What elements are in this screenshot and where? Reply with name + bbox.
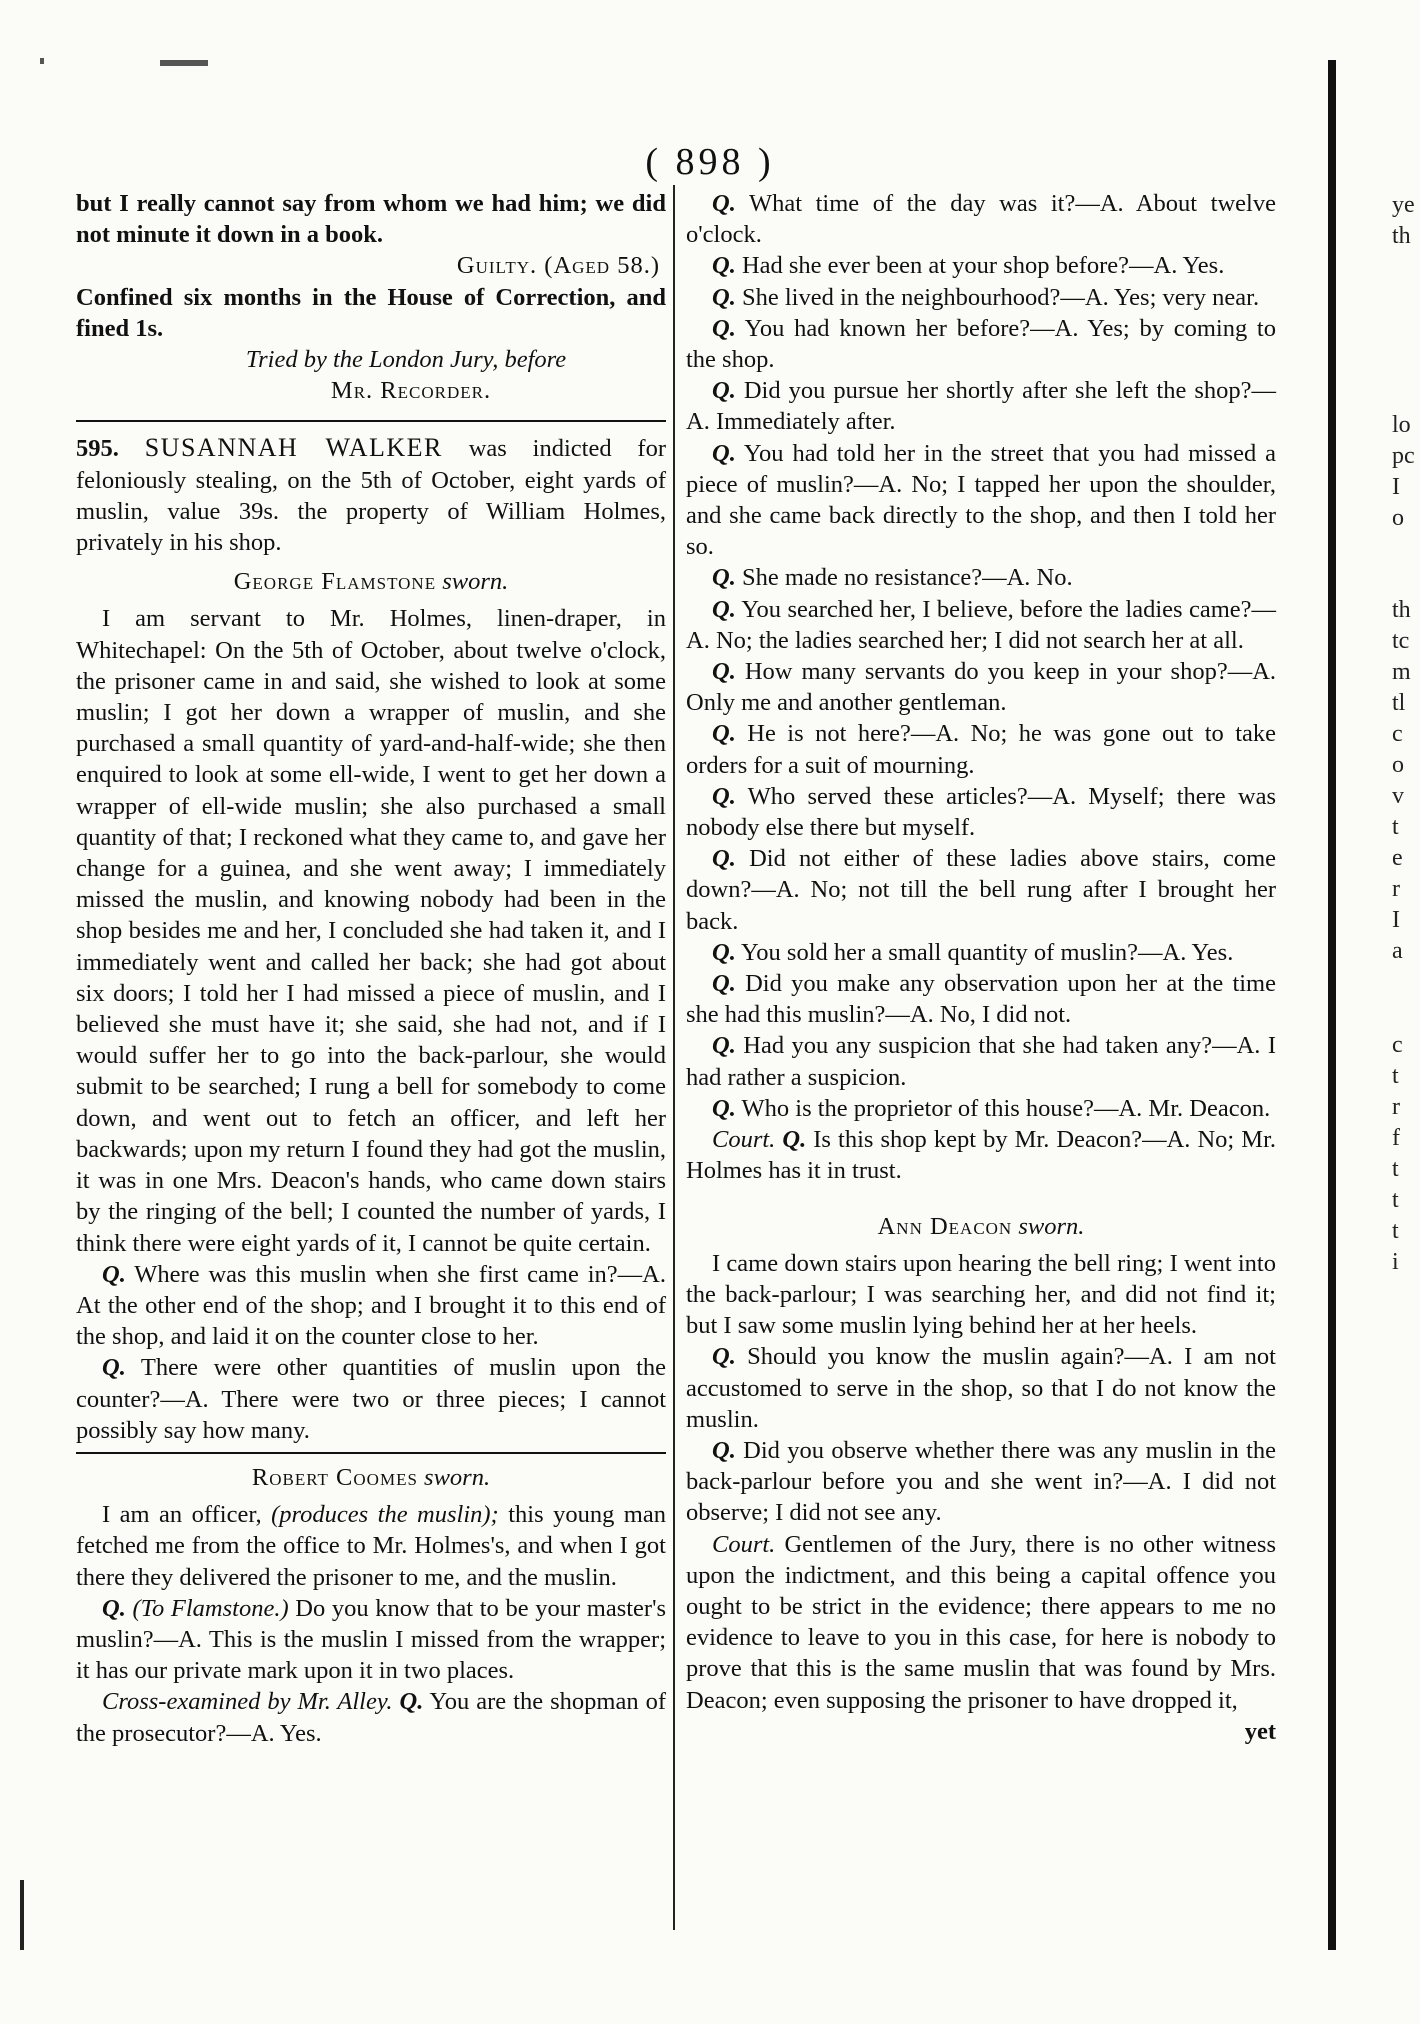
margin-fragment: f bbox=[1392, 1125, 1400, 1151]
margin-fragment: t bbox=[1392, 1187, 1399, 1213]
margin-fragment: I bbox=[1392, 907, 1400, 933]
verdict: Guilty. (Aged 58.) bbox=[456, 252, 660, 280]
case-number: 595. bbox=[76, 435, 119, 463]
margin-fragment: th bbox=[1392, 223, 1411, 249]
margin-fragment: ye bbox=[1392, 192, 1415, 218]
spacer bbox=[686, 1187, 1276, 1203]
qa-entry: Q. Did you pursue her shortly after she left the shop?—A. Immediately after. bbox=[686, 377, 1276, 436]
witness-testimony: I am servant to Mr. Holmes, linen-draper, in Whitechapel: On the 5th of October, about twelve o'clock, the prisoner came in and said, she wished to look at some muslin; I got her down a wrapper of muslin, and she purchased a small quantity of yard-and-half-wide; she then enquired to look at some ell-wide, I went to get her down a wrapper of ell-wide muslin; she also purchased a small quantity of that; I reckoned what they came to, and gave her change for a guinea, and she went away; I immediately missed the muslin, and knowing nobody had been in the shop besides me and her, I concluded she had taken it, and I immediately went and called her back; she had got about six doors; I told her I had missed a piece of muslin, and I believed she must have it; she said, she had not, and if I would suffer her to go into the back-parlour, she would submit to be searched; I rung a bell for somebody to come down, and went out to fetch an officer, and left her backwards; upon my return I found they had got the muslin, it was in one Mrs. Deacon's hands, who came down stairs by the ringing of the bell; I counted the number of yards, I think there were eight yards of it, I cannot be quite certain. bbox=[76, 605, 666, 1257]
column-divider bbox=[673, 185, 675, 1930]
q-mark: Q. bbox=[399, 1688, 424, 1716]
margin-fragment: v bbox=[1392, 783, 1404, 809]
margin-fragment: c bbox=[1392, 1032, 1403, 1058]
qa-entry: Q. Did you observe whether there was any muslin in the back-parlour before you and she went in?—A. I did not observe; I did not see any. bbox=[686, 1436, 1276, 1527]
qa-entry: Q. What time of the day was it?—A. About twelve o'clock. bbox=[686, 190, 1276, 249]
margin-fragment: th bbox=[1392, 597, 1411, 623]
margin-fragment: c bbox=[1392, 721, 1403, 747]
qa-entry: Q. Who is the proprietor of this house?—A. Mr. Deacon. bbox=[712, 1094, 1271, 1122]
sworn-label: sworn. bbox=[424, 1463, 491, 1491]
continuation-text: but I really cannot say from whom we had him; we did not minute it down in a book. bbox=[76, 190, 666, 249]
qa-entry: Q. You had told her in the street that you had missed a piece of muslin?—A. No; I tapped her upon the shoulder, and she came back directly to the shop, and then I told her so. bbox=[686, 439, 1276, 561]
cross-examination: Cross-examined by Mr. Alley. Q. You are the shopman of the prosecutor?—A. Yes. bbox=[76, 1688, 667, 1747]
q-mark: Q. bbox=[102, 1260, 126, 1288]
margin-fragment: t bbox=[1392, 814, 1399, 840]
witness-testimony: I am an officer, (produces the muslin); this young man fetched me from the office to Mr. Holmes's, and when I got there they delivered the prisoner to me, and the muslin. bbox=[76, 1501, 666, 1591]
qa-entry: Q. Had she ever been at your shop before?—A. Yes. bbox=[712, 252, 1225, 280]
tried-by: Tried by the London Jury, before bbox=[245, 346, 567, 374]
case-entry bbox=[76, 432, 666, 558]
margin-fragment: i bbox=[1392, 1249, 1399, 1275]
margin-fragment: tc bbox=[1392, 628, 1410, 654]
qa-entry: Q. You sold her a small quantity of muslin?—A. Yes. bbox=[712, 938, 1234, 966]
qa-entry: Q. Had you any suspicion that she had taken any?—A. I had rather a suspicion. bbox=[686, 1032, 1276, 1091]
qa-entry: Q. Did you make any observation upon her at the time she had this muslin?—A. No, I did not. bbox=[686, 970, 1276, 1029]
case-separator bbox=[76, 420, 666, 422]
indictment-text: was indicted for feloniously stealing, on the 5th of October, eight yards of muslin, value 39s. the property of William Holmes, privately in his shop. bbox=[76, 435, 666, 557]
q-mark: Q. bbox=[102, 1594, 126, 1622]
margin-fragment: o bbox=[1392, 505, 1404, 531]
margin-fragment: o bbox=[1392, 752, 1404, 778]
margin-fragment: r bbox=[1392, 876, 1400, 902]
margin-fragment: I bbox=[1392, 474, 1400, 500]
margin-fragment: lo bbox=[1392, 412, 1411, 438]
qa-entry: Q. Should you know the muslin again?—A. I am not accustomed to serve in the shop, so that I do not know the muslin. bbox=[686, 1343, 1276, 1433]
page-number: ( 898 ) bbox=[645, 141, 775, 183]
q-mark: Q. bbox=[102, 1354, 126, 1382]
qa-entry: Q. He is not here?—A. No; he was gone out to take orders for a suit of mourning. bbox=[686, 720, 1277, 779]
sentence: Confined six months in the House of Correction, and fined 1s. bbox=[76, 283, 666, 342]
margin-fragment: t bbox=[1392, 1063, 1399, 1089]
margin-fragment: pc bbox=[1392, 443, 1415, 469]
ink-speck bbox=[40, 58, 44, 64]
tried-before: Mr. Recorder. bbox=[330, 377, 492, 405]
witness-heading bbox=[686, 1211, 1276, 1242]
left-column bbox=[76, 188, 666, 1749]
margin-fragment: e bbox=[1392, 845, 1403, 871]
page-edge-rule bbox=[1328, 60, 1336, 1950]
qa-entry: Q. Did not either of these ladies above stairs, come down?—A. No; not till the bell rung after I brought her back. bbox=[686, 845, 1276, 935]
defendant-name: SUSANNAH WALKER bbox=[144, 433, 443, 463]
ink-speck bbox=[160, 60, 208, 66]
qa-entry: Q. She made no resistance?—A. No. bbox=[712, 564, 1073, 592]
margin-fragment: t bbox=[1392, 1156, 1399, 1182]
ink-speck bbox=[20, 1880, 24, 1950]
witness-name: George Flamstone bbox=[233, 568, 437, 596]
qa-entry: Q. (To Flamstone.) Do you know that to be your master's muslin?—A. This is the muslin I missed from the wrapper; it has our private mark upon it in two places. bbox=[76, 1594, 667, 1685]
qa-entry: Q. You searched her, I believe, before the ladies came?—A. No; the ladies searched her; I did not search her at all. bbox=[686, 595, 1276, 654]
qa-entry: Q. Where was this muslin when she first came in?—A. At the other end of the shop; and I brought it to this end of the shop, and laid it on the counter close to her. bbox=[76, 1260, 666, 1351]
witness-testimony: I came down stairs upon hearing the bell ring; I went into the back-parlour; I was searching her, and did not find it; but I saw some muslin lying behind her at her heels. bbox=[686, 1249, 1276, 1340]
qa-entry: Q. There were other quantities of muslin upon the counter?—A. There were two or three pieces; I cannot possibly say how many. bbox=[76, 1354, 666, 1444]
margin-fragment: a bbox=[1392, 938, 1403, 964]
qa-entry: Q. She lived in the neighbourhood?—A. Yes; very near. bbox=[712, 283, 1260, 311]
margin-fragment: t bbox=[1392, 1218, 1399, 1244]
margin-fragment: m bbox=[1392, 659, 1411, 685]
sworn-label: sworn. bbox=[442, 568, 509, 596]
text-separator bbox=[76, 1452, 666, 1454]
right-column bbox=[686, 188, 1276, 1747]
sworn-label: sworn. bbox=[1018, 1212, 1085, 1240]
margin-fragment: tl bbox=[1392, 690, 1406, 716]
witness-name: Ann Deacon bbox=[877, 1212, 1013, 1240]
court-charge: Court. Gentlemen of the Jury, there is no other witness upon the indictment, and this being a capital offence you ought to be strict in the evidence; there appears to me no evidence to leave to you in this case, for here is nobody to prove that this is the same muslin that was found by Mrs. Deacon; even supposing the prisoner to have dropped it, bbox=[686, 1530, 1277, 1714]
witness-name: Robert Coomes bbox=[251, 1463, 418, 1491]
qa-entry: Q. You had known her before?—A. Yes; by coming to the shop. bbox=[686, 314, 1276, 374]
court-question: Court. Q. Is this shop kept by Mr. Deacon?—A. No; Mr. Holmes has it in trust. bbox=[686, 1126, 1277, 1185]
witness-heading bbox=[76, 1462, 666, 1493]
witness-heading bbox=[76, 566, 666, 597]
catchword: yet bbox=[1244, 1717, 1276, 1745]
margin-fragment: r bbox=[1392, 1094, 1400, 1120]
qa-entry: Q. Who served these articles?—A. Myself; there was nobody else there but myself. bbox=[686, 782, 1276, 842]
qa-entry: Q. How many servants do you keep in your shop?—A. Only me and another gentleman. bbox=[686, 658, 1277, 717]
